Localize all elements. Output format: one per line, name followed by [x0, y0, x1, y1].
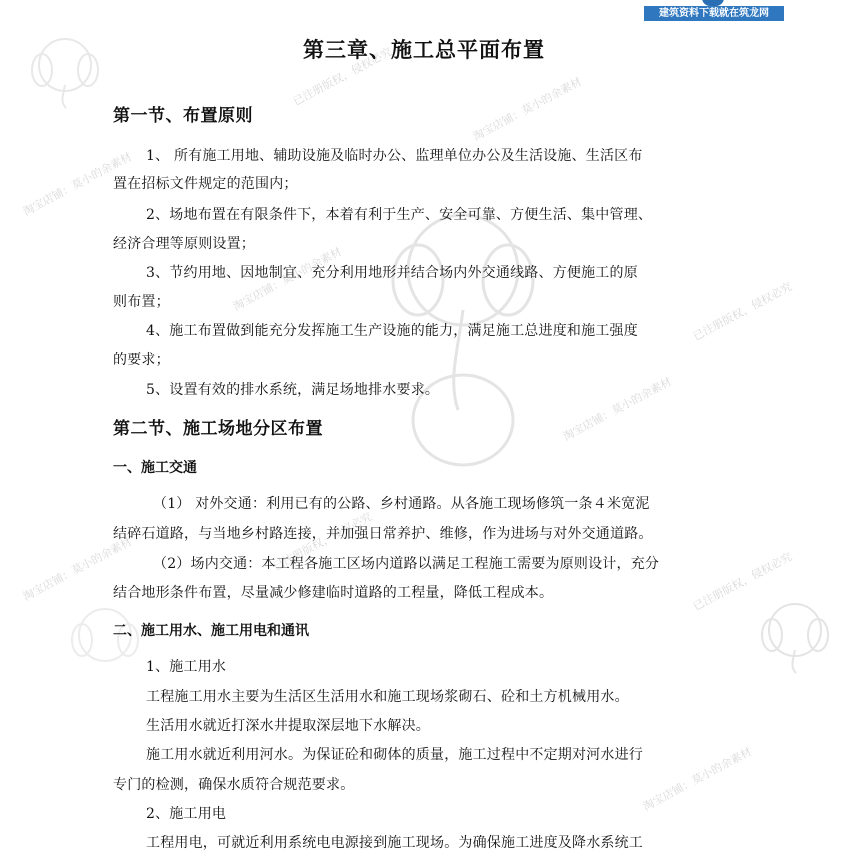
- watermark-text: 淘宝店铺：莫小的余素材: [560, 374, 674, 444]
- watermark-text: 已注册版权，侵权必究: [690, 550, 795, 614]
- watermark-text: 已注册版权，侵权必究: [290, 45, 395, 109]
- watermark-text: 已注册版权，侵权必究: [690, 280, 795, 344]
- paragraph-line: 专门的检测，确保水质符合规范要求。: [113, 777, 355, 793]
- watermark-text: 淘宝店铺：莫小的余素材: [20, 534, 134, 604]
- watermark-text: 淘宝店铺：莫小的余素材: [640, 744, 754, 814]
- paragraph-line: 4、施工布置做到能充分发挥施工生产设施的能力，满足施工总进度和施工强度: [146, 323, 638, 339]
- watermark-text: 淘宝店铺：莫小的余素材: [470, 74, 584, 144]
- paragraph-line: 结碎石道路，与当地乡村路连接，并加强日常养护、维修，作为进场与对外交通道路。: [113, 526, 653, 542]
- paragraph-line: 结合地形条件布置，尽量减少修建临时道路的工程量，降低工程成本。: [113, 585, 554, 601]
- paragraph-line: 工程施工用水主要为生活区生活用水和施工现场浆砌石、砼和土方机械用水。: [146, 689, 629, 705]
- paragraph-line: 1、施工用水: [146, 659, 227, 675]
- section1-heading: 第一节、布置原则: [113, 106, 253, 126]
- paragraph-line: 工程用电，可就近利用系统电电源接到施工现场。为确保施工进度及降水系统工: [146, 835, 643, 851]
- watermark-text: 淘宝店铺：莫小的余素材: [230, 244, 344, 314]
- paragraph-line: （2）场内交通：本工程各施工区场内道路以满足工程施工需要为原则设计，充分: [153, 556, 660, 572]
- paragraph-line: 的要求；: [113, 352, 170, 368]
- subsection-heading-traffic: 一、施工交通: [113, 460, 197, 476]
- paragraph-line: （1） 对外交通：利用已有的公路、乡村通路。从各施工现场修筑一条４米宽泥: [153, 496, 650, 512]
- paragraph-line: 3、节约用地、因地制宜、充分利用地形并结合场内外交通线路、方便施工的原: [146, 265, 638, 281]
- paragraph-line: 5、设置有效的排水系统，满足场地排水要求。: [146, 382, 440, 398]
- section2-heading: 第二节、施工场地分区布置: [113, 419, 323, 439]
- paragraph-line: 施工用水就近利用河水。为保证砼和砌体的质量，施工过程中不定期对河水进行: [146, 747, 643, 763]
- paragraph-line: 生活用水就近打深水井提取深层地下水解决。: [146, 718, 430, 734]
- paragraph-line: 2、施工用电: [146, 806, 227, 822]
- paragraph-line: 则布置；: [113, 294, 170, 310]
- document-title: 第三章、施工总平面布置: [303, 38, 545, 62]
- paragraph-line: 2、场地布置在有限条件下，本着有利于生产、安全可靠、方便生活、集中管理、: [146, 207, 653, 223]
- paragraph-line: 置在招标文件规定的范围内；: [113, 176, 298, 192]
- paragraph-line: 经济合理等原则设置；: [113, 236, 255, 252]
- watermark-text: 已注册版权，侵权必究: [270, 510, 375, 574]
- paragraph-line: 1、 所有施工用地、辅助设施及临时办公、监理单位办公及生活设施、生活区布: [146, 148, 643, 164]
- logo-text: 建筑资料下载就在筑龙网: [644, 6, 784, 21]
- watermark-text: 淘宝店铺：莫小的余素材: [20, 149, 134, 219]
- subsection-heading-utilities: 二、施工用水、施工用电和通讯: [113, 623, 309, 639]
